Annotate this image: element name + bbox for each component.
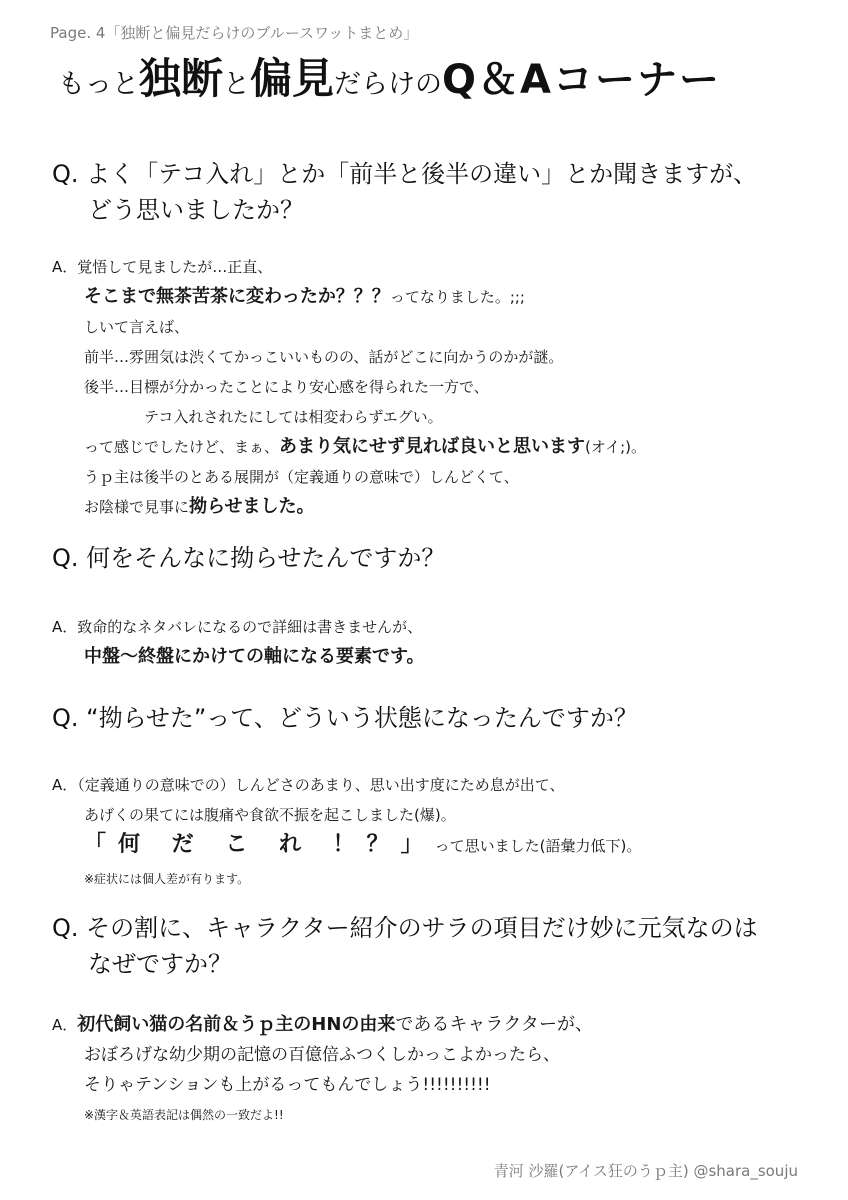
answer-line: A．（定義通りの意味での）しんどさのあまり、思い出す度にため息が出て、 <box>52 776 565 794</box>
answer-text: (オイ;)。 <box>585 438 647 456</box>
title-part: 独断 <box>139 54 224 103</box>
question-line: Q. “拗らせた”って、どういう状態になったんですか？ <box>52 704 638 732</box>
answer-line: 後半…目標が分かったことにより安心感を得られた一方で、 <box>84 378 489 396</box>
title-part: Q＆Aコーナー <box>442 57 721 103</box>
question-2 <box>52 540 445 576</box>
emphasis-text: あまり気にせず見れば良いと思います <box>279 436 586 457</box>
author-credit: 青河 沙羅(アイス狂のうｐ主) @shara_souju <box>493 1162 798 1180</box>
emphasis-text: そこまで無茶苦茶に変わったか？？？ <box>84 286 390 307</box>
title-part: 偏見 <box>250 54 335 103</box>
page-title <box>58 54 721 103</box>
answer-line: A．覚悟して見ましたが…正直、 <box>52 258 273 276</box>
answer-line <box>52 642 425 672</box>
answer-line: おぼろげな幼少期の記憶の百億倍ふつくしかっこよかったら、 <box>84 1045 560 1065</box>
emphasis-text: 拗らせました。 <box>189 496 315 517</box>
question-line: なぜですか？ <box>88 950 232 978</box>
answer-4 <box>52 1010 593 1130</box>
emphasis-text: 中盤～終盤にかけての軸になる要素です。 <box>84 646 425 667</box>
answer-text: お陰様で見事に <box>84 498 190 516</box>
answer-1 <box>52 252 646 522</box>
title-part: と <box>223 69 251 100</box>
emphasis-text: 「何 だ こ れ ！？」 <box>84 832 435 857</box>
answer-line: そりゃテンションも上がるってもんでしょう!!!!!!!!!! <box>84 1075 491 1095</box>
answer-text: って思いました(語彙力低下)。 <box>434 837 642 855</box>
question-line: Q. その割に、キャラクター紹介のサラの項目だけ妙に元気なのは <box>52 914 758 942</box>
title-part: だらけの <box>334 69 443 100</box>
answer-line <box>52 282 646 312</box>
emphasis-text: 初代飼い猫の名前＆うｐ主のHNの由来 <box>77 1014 396 1035</box>
question-3 <box>52 700 638 736</box>
question-line: どう思いましたか？ <box>88 196 304 224</box>
answer-line <box>52 492 646 522</box>
answer-text: ってなりました。;;; <box>389 288 525 306</box>
answer-2 <box>52 612 425 672</box>
question-line: Q. よく「テコ入れ」とか「前半と後半の違い」とか聞きますが、 <box>52 160 758 188</box>
question-4 <box>52 910 758 982</box>
answer-line <box>52 1010 593 1040</box>
answer-note: ※漢字＆英語表記は偶然の一致だよ!! <box>84 1108 284 1122</box>
answer-line: 前半…雰囲気は渋くてかっこいいものの、話がどこに向かうのかが謎。 <box>84 348 564 366</box>
answer-line <box>52 830 641 864</box>
page-header: Page. 4「独断と偏見だらけのブルースワットまとめ」 <box>50 24 419 42</box>
answer-line: A．致命的なネタバレになるので詳細は書きませんが、 <box>52 618 423 636</box>
answer-line: あげくの果てには腹痛や食欲不振を起こしました(爆)。 <box>84 806 456 824</box>
answer-note: ※症状には個人差が有ります。 <box>84 872 250 886</box>
answer-line: しいて言えば、 <box>84 318 190 336</box>
answer-text: って感じでしたけど、まぁ、 <box>84 438 280 456</box>
question-line: Q. 何をそんなに拗らせたんですか？ <box>52 544 446 572</box>
question-1 <box>52 156 757 228</box>
answer-line: うｐ主は後半のとある展開が（定義通りの意味で）しんどくて、 <box>84 468 519 486</box>
answer-text: A． <box>52 1016 78 1034</box>
answer-line <box>52 432 646 462</box>
answer-text: であるキャラクターが、 <box>395 1014 594 1035</box>
title-part: もっと <box>58 69 139 100</box>
answer-line: テコ入れされたにしては相変わらずエグい。 <box>144 408 443 426</box>
answer-3 <box>52 770 641 894</box>
